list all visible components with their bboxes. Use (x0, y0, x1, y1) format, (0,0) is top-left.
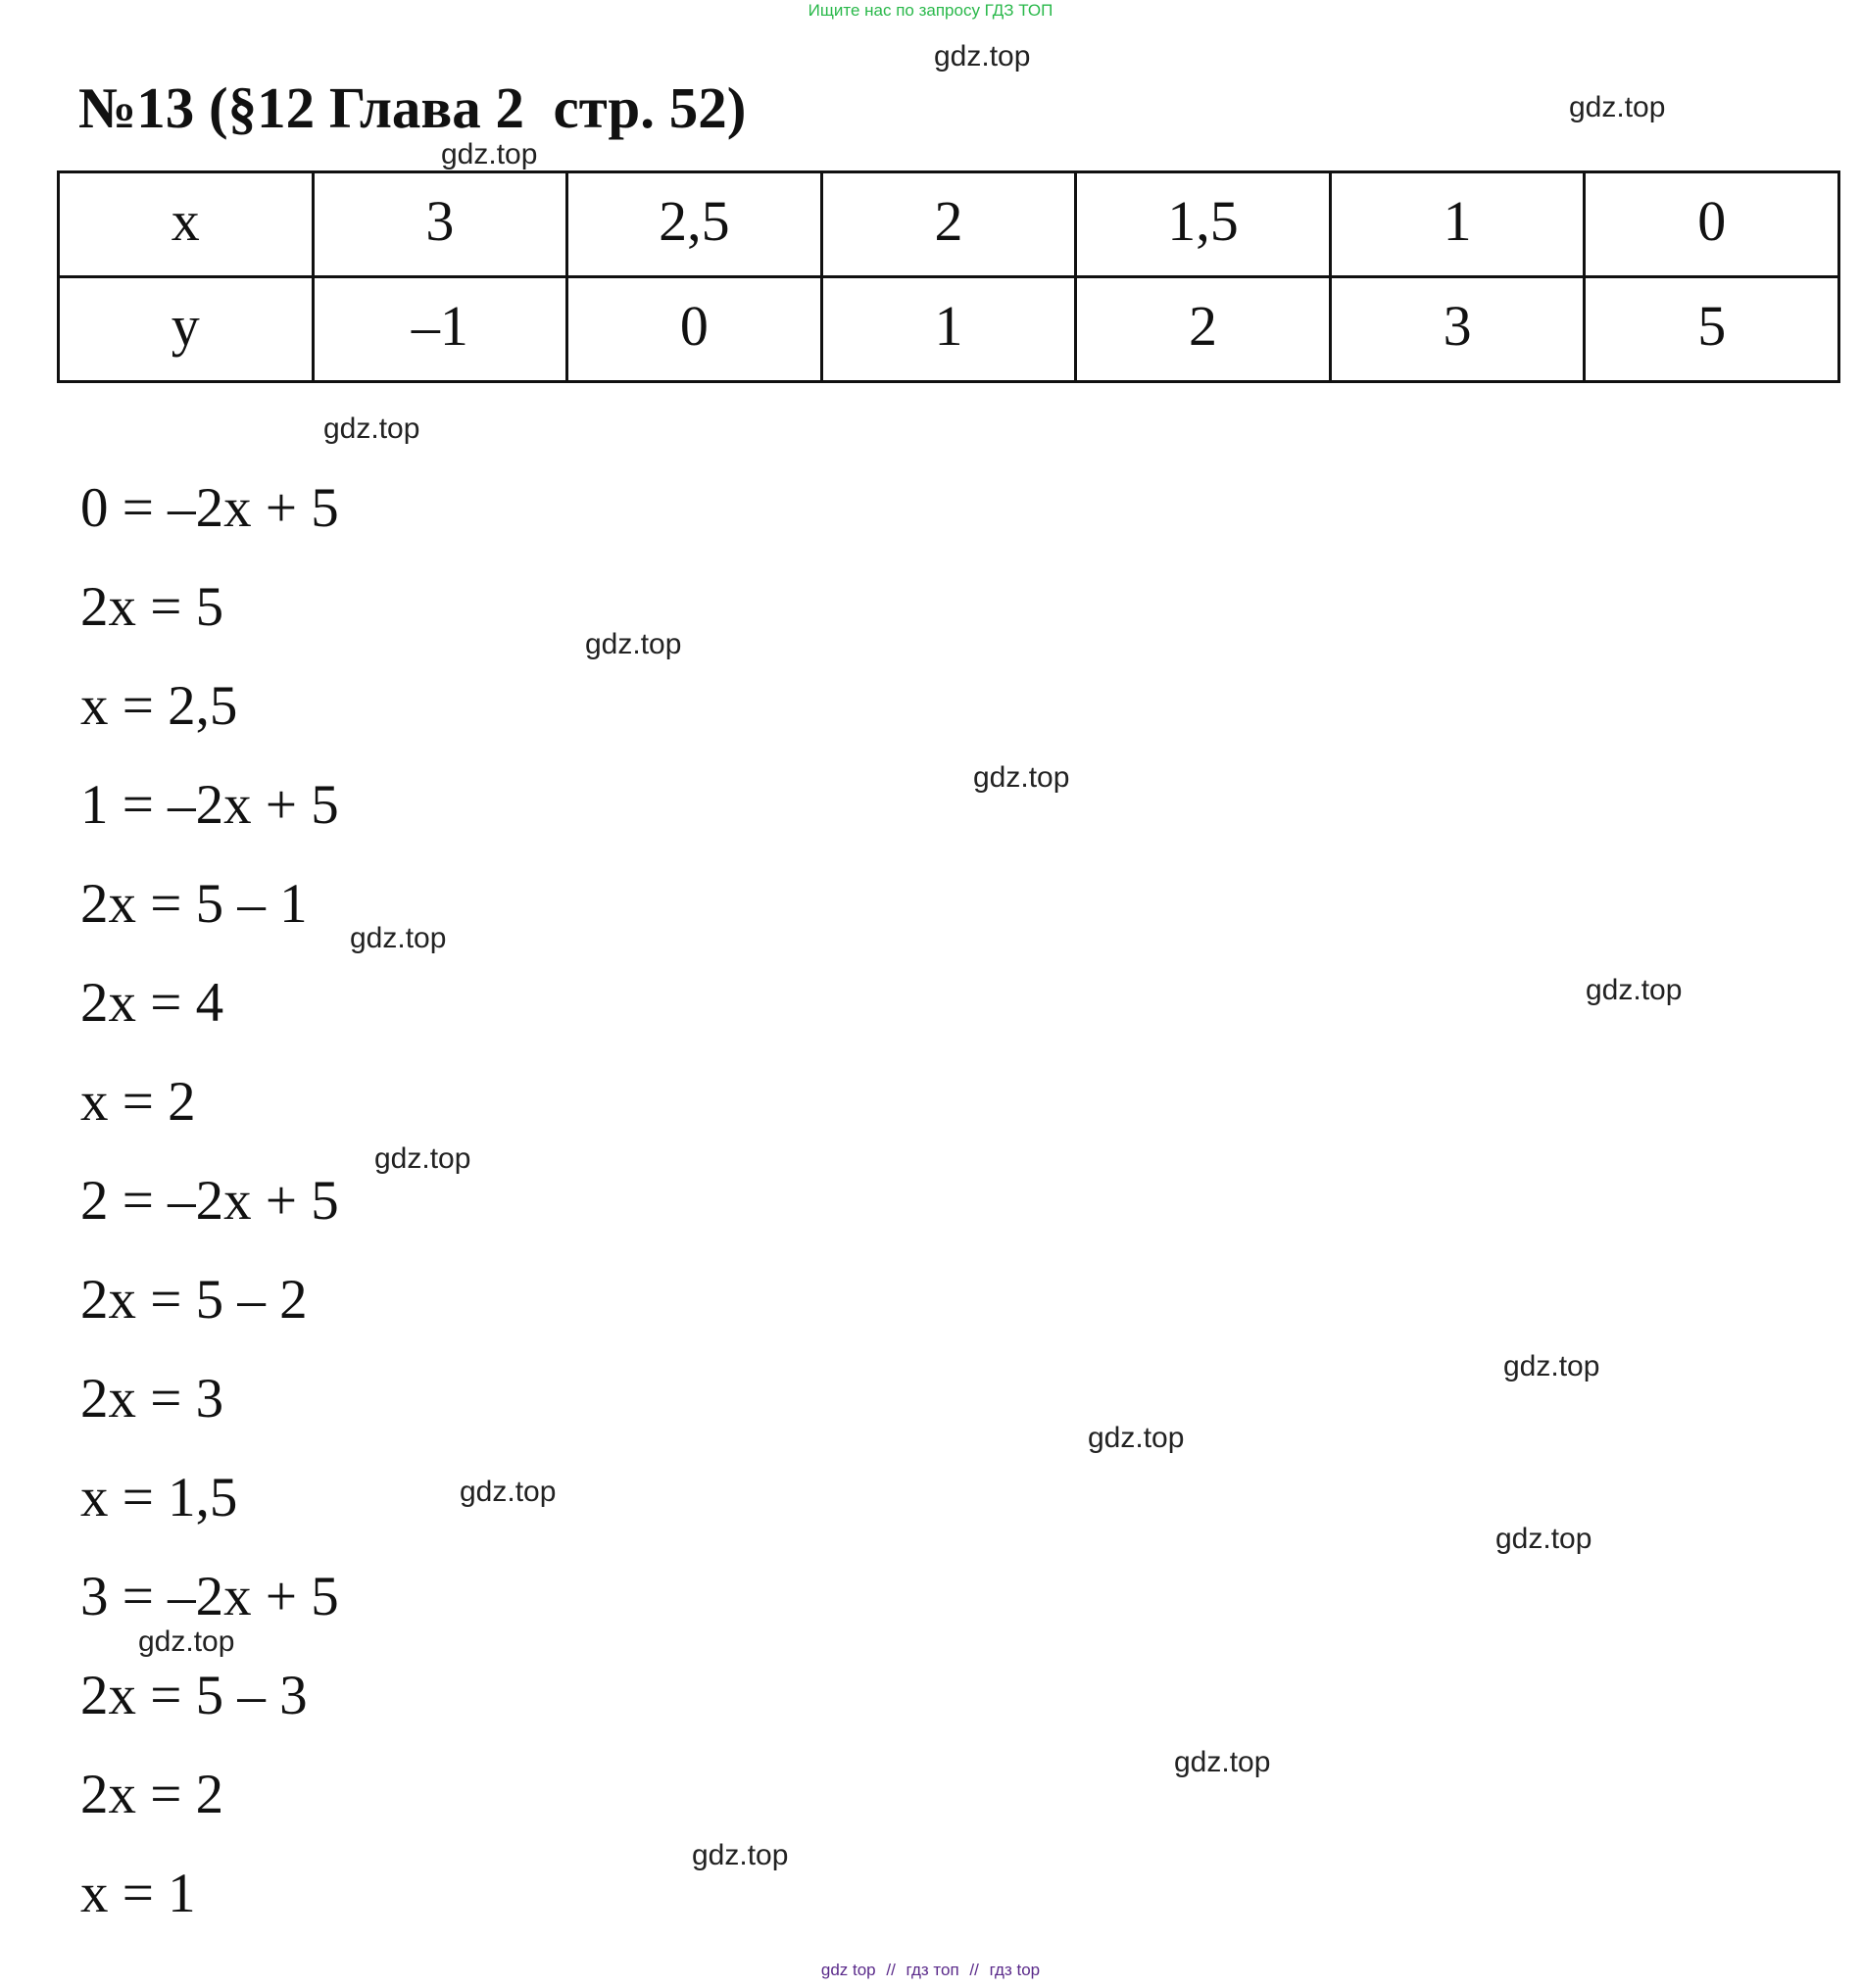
watermark: gdz.top (585, 628, 682, 660)
table-cell: 5 (1585, 277, 1839, 382)
table-cell: –1 (313, 277, 567, 382)
table-row-label: y (59, 277, 314, 382)
footer-link[interactable]: гдз топ (906, 1961, 959, 1979)
table-cell: 0 (567, 277, 822, 382)
solution-steps (80, 459, 339, 1943)
table-cell: 1 (1330, 172, 1585, 277)
equation-line: 2x = 3 (80, 1368, 224, 1430)
watermark: gdz.top (350, 922, 447, 954)
equation-line: x = 1 (80, 1863, 196, 1924)
watermark: gdz.top (1088, 1422, 1185, 1454)
table-row-y (59, 277, 1839, 382)
watermark: gdz.top (1503, 1350, 1600, 1382)
watermark: gdz.top (973, 761, 1070, 794)
watermark: gdz.top (138, 1625, 235, 1658)
table-cell: 2,5 (567, 172, 822, 277)
equation-line: 2x = 5 (80, 576, 224, 638)
footer-links (0, 1960, 1861, 1981)
watermark: gdz.top (1174, 1746, 1271, 1778)
watermark: gdz.top (374, 1142, 471, 1175)
search-banner: Ищите нас по запросу ГДЗ ТОП (808, 1, 1053, 20)
table-cell: 1 (821, 277, 1076, 382)
equation-line: x = 2,5 (80, 675, 238, 737)
watermark: gdz.top (460, 1476, 557, 1508)
equation-line: 2x = 5 – 3 (80, 1665, 308, 1726)
equation-line: 2x = 4 (80, 972, 224, 1034)
watermark: gdz.top (692, 1839, 789, 1871)
table-row-x (59, 172, 1839, 277)
equation-line: 2x = 5 – 2 (80, 1269, 308, 1331)
table-cell: 3 (1330, 277, 1585, 382)
table-cell: 2 (1076, 277, 1331, 382)
watermark: gdz.top (441, 138, 538, 170)
table-cell: 2 (821, 172, 1076, 277)
equation-line: 1 = –2x + 5 (80, 774, 339, 836)
equation-line: x = 2 (80, 1071, 196, 1133)
equation-line: 0 = –2x + 5 (80, 477, 339, 539)
values-table (57, 170, 1840, 383)
footer-separator: // (969, 1961, 979, 1979)
watermark: gdz.top (323, 412, 420, 445)
watermark: gdz.top (1586, 974, 1683, 1006)
table-row-label: x (59, 172, 314, 277)
equation-line: 2x = 5 – 1 (80, 873, 308, 935)
page-title: №13 (§12 Глава 2 стр. 52) (78, 75, 747, 140)
equation-line: 2x = 2 (80, 1764, 224, 1825)
equation-line: 3 = –2x + 5 (80, 1566, 339, 1627)
watermark: gdz.top (934, 40, 1031, 73)
table-cell: 3 (313, 172, 567, 277)
watermark: gdz.top (1569, 91, 1666, 123)
footer-link[interactable]: гдз top (989, 1961, 1041, 1979)
footer-link[interactable]: gdz top (820, 1961, 876, 1979)
table-cell: 1,5 (1076, 172, 1331, 277)
equation-line: 2 = –2x + 5 (80, 1170, 339, 1232)
footer-separator: // (886, 1961, 896, 1979)
equation-line: x = 1,5 (80, 1467, 238, 1528)
watermark: gdz.top (1495, 1523, 1592, 1555)
table-cell: 0 (1585, 172, 1839, 277)
